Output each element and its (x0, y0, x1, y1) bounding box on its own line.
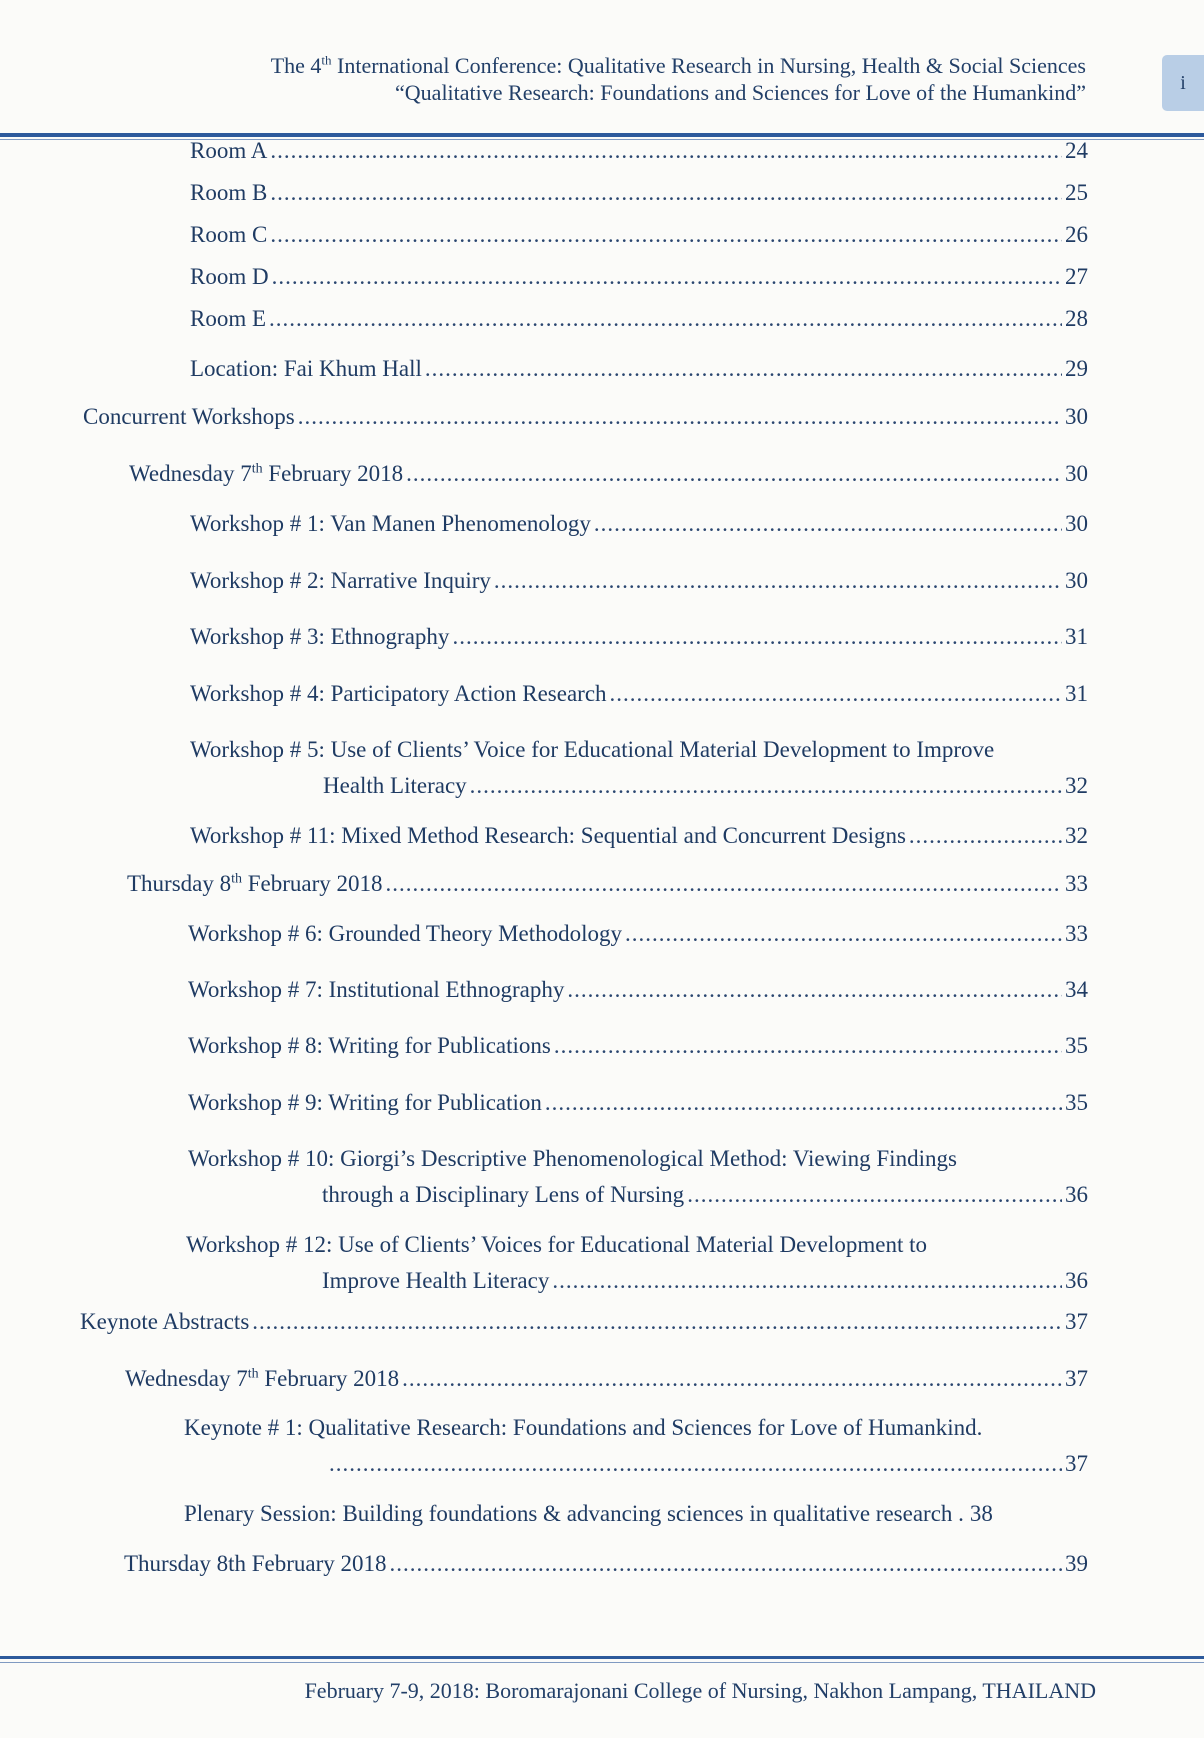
footer-rule (0, 1656, 1204, 1659)
toc-entry-workshop-11[interactable]: Workshop # 11: Mixed Method Research: Sequential and Concurrent Designs ..... 32 (190, 818, 1088, 854)
toc-entry-room-b[interactable]: Room B ..... 25 (190, 175, 1088, 211)
toc-entry-keynote-abstracts[interactable]: Keynote Abstracts ..... 37 (80, 1304, 1088, 1340)
toc-entry-workshop-12[interactable]: Workshop # 12: Use of Clients’ Voices for Educational Material Development to Improve Health Literacy ..... 36 (186, 1227, 1088, 1299)
toc-entry-wednesday-workshops[interactable]: Wednesday 7th February 2018 ..... 30 (129, 456, 1088, 492)
toc-entry-plenary-session[interactable]: Plenary Session: Building foundations & advancing sciences in qualitative research . 38 (184, 1501, 993, 1526)
toc-entry-workshop-3[interactable]: Workshop # 3: Ethnography ..... 31 (190, 619, 1088, 655)
toc-entry-workshop-2[interactable]: Workshop # 2: Narrative Inquiry ..... 30 (190, 563, 1088, 599)
toc-entry-workshop-8[interactable]: Workshop # 8: Writing for Publications ..... 35 (188, 1028, 1088, 1064)
footer-rule-thin (0, 1662, 1204, 1663)
toc-entry-workshop-10[interactable]: Workshop # 10: Giorgi’s Descriptive Phenomenological Method: Viewing Findings through a Disciplinary Lens of Nursing ..... 36 (188, 1141, 1088, 1213)
running-footer: February 7-9, 2018: Boromarajonani College of Nursing, Nakhon Lampang, THAILAND (304, 1678, 1096, 1703)
conference-title: The 4th International Conference: Qualitative Research in Nursing, Health & Social Sciences (270, 52, 1086, 78)
toc-entry-room-d[interactable]: Room D ..... 27 (190, 259, 1088, 295)
toc-entry-line: Keynote # 1: Qualitative Research: Foundations and Sciences for Love of Humankind. (184, 1415, 983, 1440)
toc-entry-thursday-workshops[interactable]: Thursday 8th February 2018 ..... 33 (127, 866, 1088, 902)
toc-entry-keynote-1[interactable]: Keynote # 1: Qualitative Research: Foundations and Sciences for Love of Humankind. ..... 37 (184, 1410, 1088, 1482)
toc-entry-concurrent-workshops[interactable]: Concurrent Workshops ..... 30 (83, 399, 1088, 435)
toc-entry-workshop-7[interactable]: Workshop # 7: Institutional Ethnography ..... 34 (188, 972, 1088, 1008)
toc-entry-line: Workshop # 10: Giorgi’s Descriptive Phenomenological Method: Viewing Findings (188, 1146, 957, 1171)
toc-entry-line: Workshop # 12: Use of Clients’ Voices for Educational Material Development to (186, 1232, 928, 1257)
toc-entry-workshop-4[interactable]: Workshop # 4: Participatory Action Research ..... 31 (190, 676, 1088, 712)
running-header (271, 52, 1086, 106)
toc-entry-room-c[interactable]: Room C ..... 26 (190, 217, 1088, 253)
toc-entry-room-e[interactable]: Room E ..... 28 (190, 301, 1088, 337)
conference-theme: “Qualitative Research: Foundations and Sciences for Love of the Humankind” (395, 80, 1086, 105)
toc-entry-workshop-9[interactable]: Workshop # 9: Writing for Publication ..... 35 (188, 1085, 1088, 1121)
page-number-tab: i (1162, 55, 1204, 111)
toc-entry-wednesday-keynotes[interactable]: Wednesday 7th February 2018 ..... 37 (125, 1361, 1088, 1397)
toc-entry-line: Workshop # 5: Use of Clients’ Voice for Educational Material Development to Improve (190, 737, 995, 762)
toc-entry-room-a[interactable]: Room A ..... 24 (190, 133, 1088, 169)
toc-entry-workshop-5[interactable]: Workshop # 5: Use of Clients’ Voice for Educational Material Development to Improve Health Literacy ..... 32 (190, 732, 1088, 804)
toc-entry-thursday-keynotes[interactable]: Thursday 8th February 2018 ..... 39 (124, 1546, 1088, 1582)
toc-entry-workshop-6[interactable]: Workshop # 6: Grounded Theory Methodology ..... 33 (188, 916, 1088, 952)
toc-entry-location[interactable]: Location: Fai Khum Hall ..... 29 (190, 351, 1088, 387)
toc-entry-workshop-1[interactable]: Workshop # 1: Van Manen Phenomenology ..... 30 (190, 506, 1088, 542)
